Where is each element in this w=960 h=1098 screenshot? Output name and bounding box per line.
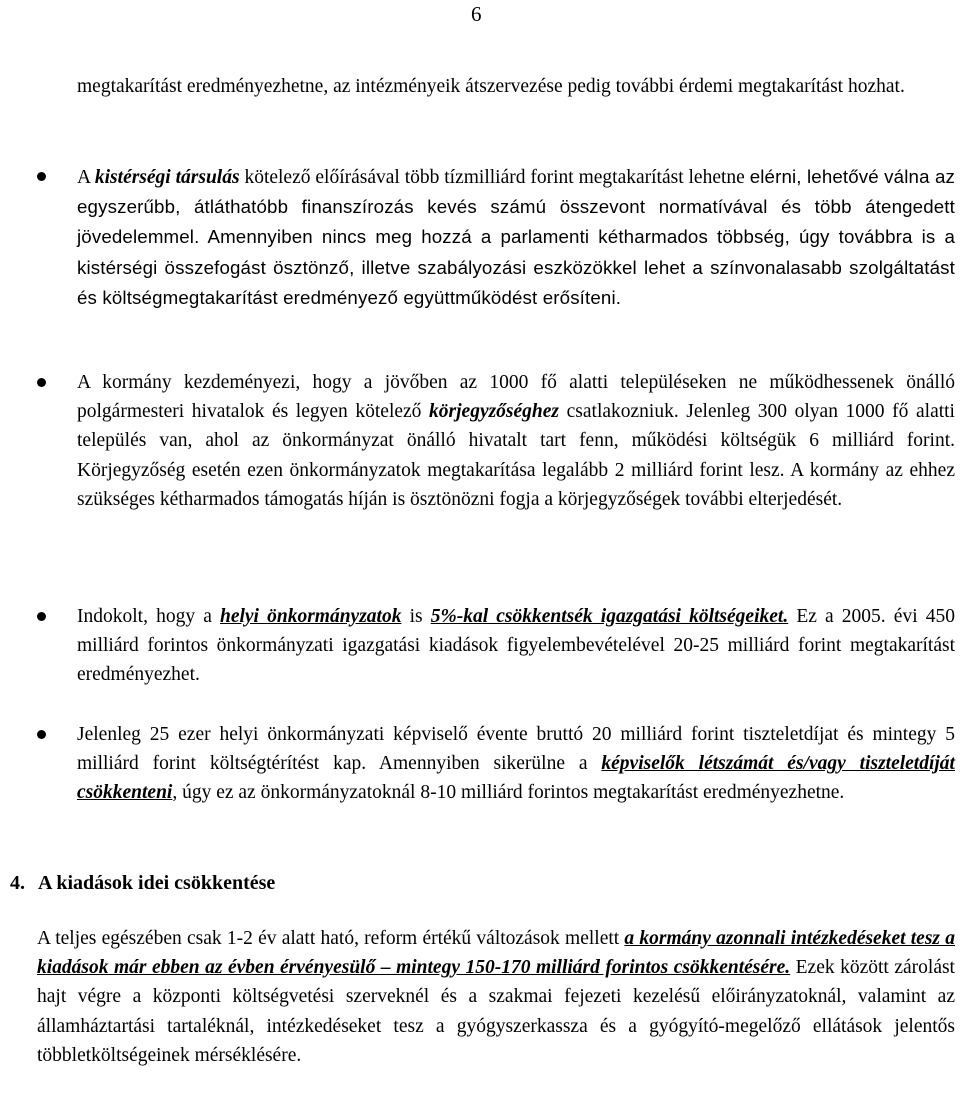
text-run: Ez a 2005. évi 450 milliárd forintos önkormányzati igazgatási kiadások figyelembevételével 20-25 milliárd forint megtakarítást eredményezhet.: [77, 606, 955, 686]
bullet-text: [77, 720, 955, 808]
emphasis-text: a kormány azonnali intézkedéseket tesz a kiadások már ebben az évben érvényesülő – mintegy 150-170 milliárd forintos csökkentésére.: [37, 928, 955, 979]
emphasis-text: kistérségi társulás: [94, 167, 240, 188]
text-run: Indokolt, hogy a: [77, 606, 220, 627]
section-number: 4.: [10, 872, 25, 894]
bullet-icon: [37, 378, 46, 387]
text-run: A: [77, 167, 95, 188]
text-run: kötelező előírásával több tízmilliárd forint megtakarítást lehetne: [239, 167, 745, 188]
bullet-text: [77, 162, 955, 313]
page-number: 6: [471, 2, 482, 26]
intro-paragraph: megtakarítást eredményezhetne, az intézményeik átszervezése pedig további érdemi megtakarítást hozhat.: [77, 76, 905, 97]
text-run: Jelenleg 25 ezer helyi önkormányzati képviselő évente bruttó 20 milliárd forint tiszteletdíjat és mintegy 5 milliárd forint költségtérítést kap. Amennyiben sikerülne a: [77, 724, 955, 775]
final-paragraph: [37, 924, 955, 1070]
bullet-text: [77, 368, 955, 514]
bullet-text: [77, 602, 955, 690]
emphasis-text: körjegyzőséghez: [429, 401, 560, 423]
bullet-icon: [37, 172, 46, 181]
emphasis-text: 5%-kal csökkentsék igazgatási költségeiket.: [430, 606, 789, 627]
text-run: , úgy ez az önkormányzatoknál 8-10 milliárd forintos megtakarítást eredményezhetne.: [172, 782, 845, 804]
section-heading: [10, 868, 950, 898]
emphasis-text: helyi önkormányzatok: [219, 606, 402, 627]
text-run: is: [401, 606, 431, 627]
bullet-icon: [37, 612, 46, 621]
section-title: A kiadások idei csökkentése: [38, 872, 276, 894]
emphasis-text: képviselők létszámát és/vagy tiszteletdíját csökkenteni: [77, 753, 955, 804]
text-run: A kormány kezdeményezi, hogy a jövőben az 1000 fő alatti településeken ne működhessenek önálló polgármesteri hivatalok és legyen kötelező: [77, 372, 955, 423]
text-run: Ezek között zárolást hajt végre a központi költségvetési szerveknél és a szakmai fejezeti kezelésű előirányzatoknál, valamint az államháztartási tartaléknál, intézkedéseket tesz a gyógyszerkassza és a gyógyító-megelőző ellátások jelentős többletköltségeinek mérséklésére.: [37, 957, 955, 1066]
text-run: A teljes egészében csak 1-2 év alatt ható, reform értékű változások mellett: [37, 928, 625, 949]
bullet-icon: [37, 730, 46, 739]
text-run: csatlakozniuk. Jelenleg 300 olyan 1000 fő alatti település van, ahol az önkormányzat önálló hivatalt tart fenn, működési költségük 6 milliárd forint. Körjegyzőség esetén ezen önkormányzatok megtakarítása legalább 2 milliárd forint lesz. A kormány az ehhez szükséges kétharmados támogatás híján is ösztönözni fogja a körjegyzőségek további elterjedését.: [77, 401, 955, 510]
text-run: elérni, lehetővé válna az egyszerűbb, átláthatóbb finanszírozás kevés számú összevont normatívával és több átengedett jövedelemmel. Amennyiben nincs meg hozzá a parlamenti kétharmados többség, úgy továbbra is a kistérségi összefogást ösztönző, illetve szabályozási eszközökkel lehet a színvonalasabb szolgáltatást és költségmegtakarítást eredményező együttműködést erősíteni.: [77, 166, 955, 308]
